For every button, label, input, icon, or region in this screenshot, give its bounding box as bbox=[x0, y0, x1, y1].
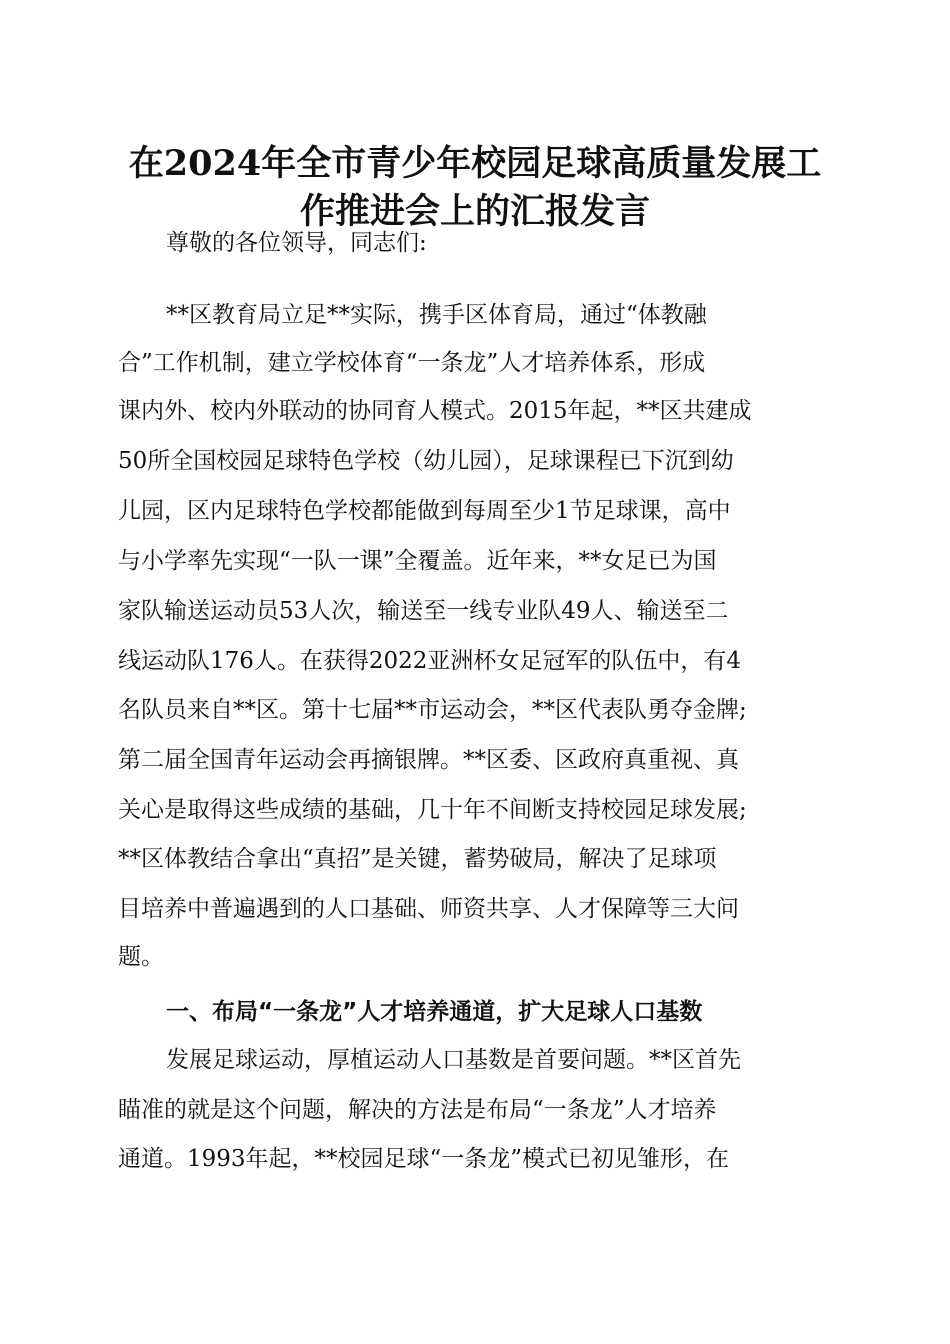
paragraph-1-line-4: 50所全国校园足球特色学校（幼儿园），足球课程已下沉到幼 bbox=[118, 448, 734, 474]
document-title-line-2: 作推进会上的汇报发言 bbox=[299, 191, 650, 232]
paragraph-2-line-1: 发展足球运动，厚植运动人口基数是首要问题。**区首先 bbox=[166, 1047, 741, 1073]
salutation: 尊敬的各位领导，同志们: bbox=[166, 230, 427, 256]
paragraph-1-line-1: **区教育局立足**实际，携手区体育局，通过“体教融 bbox=[166, 302, 707, 328]
document-title-line-1: 在2024年全市青少年校园足球高质量发展工 bbox=[128, 143, 822, 184]
paragraph-1-line-2: 合”工作机制，建立学校体育“一条龙”人才培养体系，形成 bbox=[118, 350, 706, 376]
paragraph-1-line-12: **区体教结合拿出“真招”是关键，蓄势破局，解决了足球项 bbox=[118, 846, 717, 872]
paragraph-2-line-3: 通道。1993年起，**校园足球“一条龙”模式已初见雏形，在 bbox=[118, 1146, 730, 1172]
paragraph-1-line-7: 家队输送运动员53人次，输送至一线专业队49人、输送至二 bbox=[118, 598, 729, 624]
paragraph-1-line-8: 线运动队176人。在获得2022亚洲杯女足冠军的队伍中，有4 bbox=[118, 648, 742, 674]
paragraph-1-line-13: 目培养中普遍遇到的人口基础、师资共享、人才保障等三大问 bbox=[118, 896, 739, 922]
paragraph-1-line-11: 关心是取得这些成绩的基础，几十年不间断支持校园足球发展; bbox=[118, 797, 747, 823]
section-heading-1: 一、布局“一条龙”人才培养通道，扩大足球人口基数 bbox=[166, 999, 703, 1025]
paragraph-2-line-2: 瞄准的就是这个问题，解决的方法是布局“一条龙”人才培养 bbox=[118, 1097, 717, 1123]
paragraph-1-line-3: 课内外、校内外联动的协同育人模式。2015年起，**区共建成 bbox=[118, 398, 752, 424]
paragraph-1-line-14: 题。 bbox=[118, 944, 164, 970]
paragraph-1-line-6: 与小学率先实现“一队一课”全覆盖。近年来，**女足已为国 bbox=[118, 548, 717, 574]
paragraph-1-line-5: 儿园，区内足球特色学校都能做到每周至少1节足球课，高中 bbox=[118, 498, 731, 524]
paragraph-1-line-10: 第二届全国青年运动会再摘银牌。**区委、区政府真重视、真 bbox=[118, 747, 739, 773]
paragraph-1-line-9: 名队员来自**区。第十七届**市运动会，**区代表队勇夺金牌; bbox=[118, 697, 747, 723]
